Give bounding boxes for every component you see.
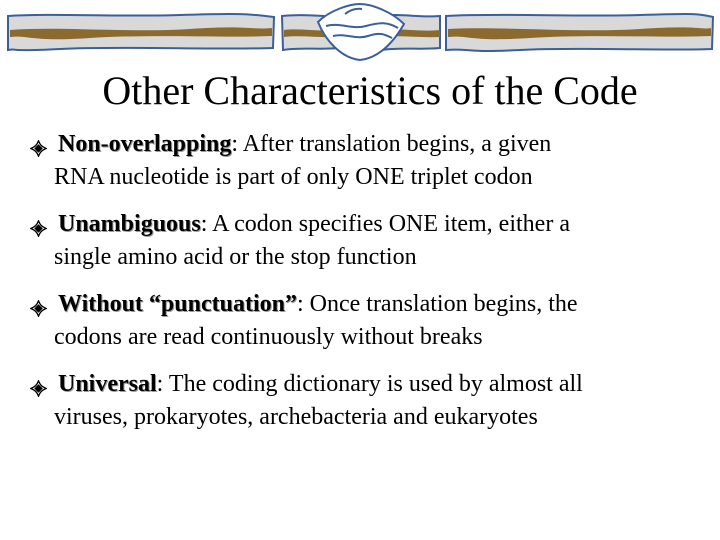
bullet-continuation: single amino acid or the stop function xyxy=(54,244,417,270)
sun-and-dunes-banner xyxy=(282,4,440,60)
slide-title: Other Characteristics of the Code xyxy=(102,68,638,113)
bullet-item xyxy=(30,208,710,274)
bullet-continuation: viruses, prokaryotes, archebacteria and eukaryotes xyxy=(54,404,538,430)
bullet-text: : Once translation begins, the xyxy=(296,291,578,317)
bullet-text: : After translation begins, a given xyxy=(231,131,552,157)
bullet-list xyxy=(30,128,710,448)
bullet-term: Universal xyxy=(58,371,157,397)
diamond-bullet-icon xyxy=(30,220,47,237)
diamond-bullet-icon xyxy=(30,300,47,317)
bullet-item xyxy=(30,368,710,434)
banner-panel-right xyxy=(446,14,713,51)
decorative-banner xyxy=(0,0,720,62)
bullet-text: : The coding dictionary is used by almost all xyxy=(156,371,583,397)
diamond-bullet-icon xyxy=(30,140,47,157)
bullet-item xyxy=(30,288,710,354)
bullet-term: Non-overlapping xyxy=(58,131,232,157)
diamond-bullet-icon xyxy=(30,380,47,397)
bullet-text: : A codon specifies ONE item, either a xyxy=(200,211,570,237)
bullet-term: Without “punctuation” xyxy=(58,291,297,317)
bullet-term: Unambiguous xyxy=(58,211,201,237)
bullet-continuation: codons are read continuously without breaks xyxy=(54,324,483,350)
banner-panel-left xyxy=(8,14,274,50)
bullet-item xyxy=(30,128,710,194)
bullet-continuation: RNA nucleotide is part of only ONE triplet codon xyxy=(54,164,533,190)
